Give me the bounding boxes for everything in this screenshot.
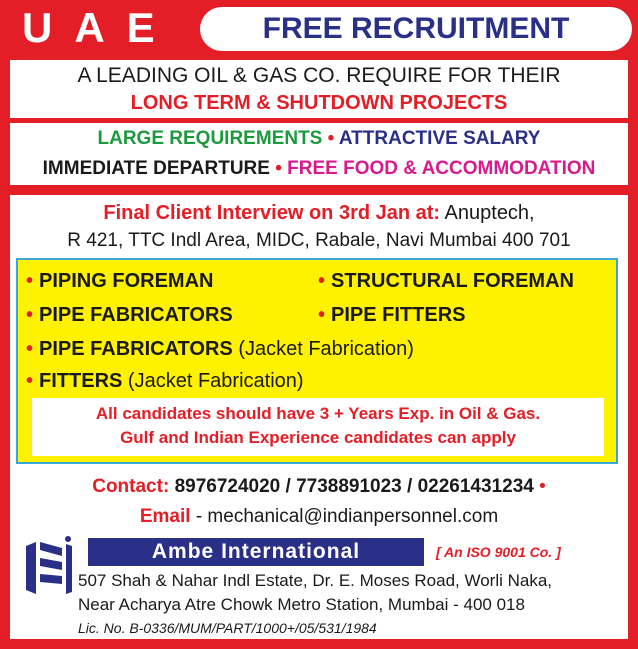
bullet-icon: • bbox=[318, 304, 326, 326]
job-title: PIPE FABRICATORS bbox=[39, 338, 233, 360]
features-row-1 bbox=[10, 126, 628, 152]
country-title: UAE bbox=[22, 4, 177, 51]
features-row-2 bbox=[10, 156, 628, 182]
bullet-icon: • bbox=[26, 304, 34, 326]
free-recruitment-text: FREE RECRUITMENT bbox=[262, 12, 570, 45]
large-requirements-text: LARGE REQUIREMENTS bbox=[97, 128, 323, 149]
interview-venue: Anuptech, bbox=[444, 202, 535, 224]
intro-line: A LEADING OIL & GAS CO. REQUIRE FOR THEIR bbox=[77, 64, 561, 87]
company-address-line-2: Near Acharya Atre Chowk Metro Station, Mumbai - 400 018 bbox=[78, 595, 525, 614]
email-label: Email bbox=[139, 506, 191, 527]
company-name-bar bbox=[88, 538, 424, 566]
email-address[interactable]: - mechanical@indianpersonnel.com bbox=[195, 506, 499, 527]
email-line bbox=[10, 504, 628, 530]
job-title: FITTERS bbox=[39, 370, 123, 392]
job-item bbox=[318, 268, 574, 294]
job-title: PIPING FOREMAN bbox=[39, 270, 214, 292]
company-name: Ambe International bbox=[151, 540, 361, 563]
bullet-icon: • bbox=[26, 270, 34, 292]
contact-line bbox=[10, 474, 628, 500]
interview-address: R 421, TTC Indl Area, MIDC, Rabale, Navi Mumbai 400 701 bbox=[67, 230, 571, 251]
bullet-icon: • bbox=[539, 476, 546, 497]
interview-line bbox=[10, 200, 628, 226]
experience-note: Gulf and Indian Experience candidates can apply bbox=[120, 428, 516, 447]
company-address-line-1: 507 Shah & Nahar Indl Estate, Dr. E. Moses Road, Worli Naka, bbox=[78, 571, 553, 590]
divider bbox=[10, 185, 628, 195]
ad-header bbox=[0, 0, 638, 60]
experience-requirement: All candidates should have 3 + Years Exp. in Oil & Gas. bbox=[95, 404, 541, 423]
job-openings-box bbox=[16, 258, 618, 464]
job-note: (Jacket Fabrication) bbox=[238, 338, 414, 360]
bullet-icon: • bbox=[327, 128, 335, 149]
bullet-icon: • bbox=[275, 158, 282, 179]
immediate-departure-text: IMMEDIATE DEPARTURE bbox=[42, 158, 270, 179]
job-title: PIPE FABRICATORS bbox=[39, 304, 233, 326]
job-note: (Jacket Fabrication) bbox=[127, 370, 304, 392]
company-logo-icon bbox=[22, 536, 74, 598]
bullet-icon: • bbox=[26, 370, 34, 392]
job-item bbox=[26, 368, 304, 394]
bullet-icon: • bbox=[26, 338, 34, 360]
job-item bbox=[26, 336, 414, 362]
projects-line: LONG TERM & SHUTDOWN PROJECTS bbox=[130, 92, 508, 114]
divider bbox=[10, 118, 628, 123]
job-item bbox=[26, 268, 213, 294]
contact-label: Contact: bbox=[92, 476, 170, 497]
job-title: STRUCTURAL FOREMAN bbox=[331, 270, 574, 292]
job-item bbox=[318, 302, 465, 328]
job-title: PIPE FITTERS bbox=[331, 304, 466, 326]
iso-badge: [ An ISO 9001 Co. ] bbox=[436, 544, 561, 560]
free-recruitment-pill bbox=[200, 7, 632, 51]
bullet-icon: • bbox=[318, 270, 326, 292]
free-food-text: FREE FOOD & ACCOMMODATION bbox=[287, 158, 596, 179]
job-item bbox=[26, 302, 233, 328]
license-number: Lic. No. B-0336/MUM/PART/1000+/05/531/1984 bbox=[78, 620, 377, 636]
requirements-box bbox=[32, 398, 604, 456]
attractive-salary-text: ATTRACTIVE SALARY bbox=[338, 128, 541, 149]
contact-numbers[interactable]: 8976724020 / 7738891023 / 02261431234 bbox=[174, 476, 534, 497]
interview-date: Final Client Interview on 3rd Jan at: bbox=[103, 202, 441, 224]
ad-body bbox=[10, 60, 628, 639]
